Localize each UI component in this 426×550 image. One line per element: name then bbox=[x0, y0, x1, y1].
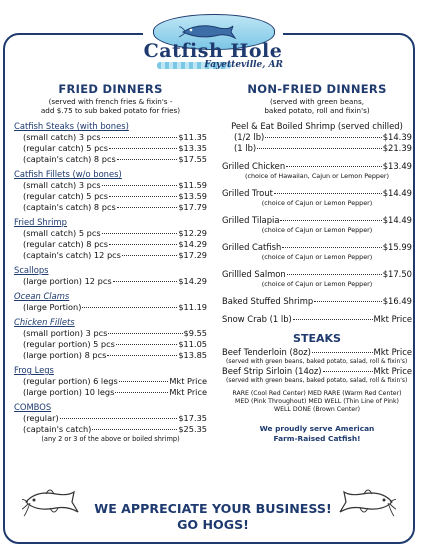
nonfried-subtitle-line: baked potato, roll and fixin's) bbox=[264, 106, 370, 115]
spacer bbox=[222, 289, 412, 296]
menu-item bbox=[222, 366, 412, 377]
menu-item bbox=[14, 413, 207, 424]
category-heading bbox=[14, 217, 207, 228]
item-note: (served with green beans, baked potato, salad, roll & fixin's) bbox=[226, 377, 408, 384]
dot-leader bbox=[116, 344, 177, 345]
dot-leader bbox=[282, 247, 381, 248]
dot-leader bbox=[108, 333, 182, 334]
item-name: Grilled Trout bbox=[222, 188, 273, 198]
dot-leader bbox=[102, 137, 178, 138]
item-name: (captain's catch) 8 pcs bbox=[23, 202, 116, 212]
proud-note bbox=[222, 424, 412, 444]
dot-leader bbox=[323, 371, 373, 372]
proud-line: Farm-Raised Catfish! bbox=[273, 434, 361, 443]
item-name: Peel & Eat Boiled Shrimp (served chilled) bbox=[231, 121, 403, 131]
item-price: $25.35 bbox=[178, 424, 207, 434]
dot-leader bbox=[102, 185, 178, 186]
dot-leader bbox=[109, 196, 177, 197]
spacer bbox=[222, 235, 412, 242]
item-price: Mkt Price bbox=[373, 347, 412, 357]
category-name: Frog Legs bbox=[14, 365, 54, 375]
temp-line: MED (Pink Throughout) MED WELL (Thin Line of Pink) bbox=[235, 398, 399, 405]
menu-item bbox=[14, 202, 207, 213]
menu-item bbox=[14, 228, 207, 239]
item-name: (large portion) 10 legs bbox=[23, 387, 115, 397]
peel-shrimp-title bbox=[222, 121, 412, 132]
item-name: (captain's catch) 8 pcs bbox=[23, 154, 116, 164]
dot-leader bbox=[92, 429, 177, 430]
menu-item bbox=[222, 132, 412, 143]
item-name: (captain's catch) 12 pcs bbox=[23, 250, 121, 260]
category-heading bbox=[14, 265, 207, 276]
item-price: $17.79 bbox=[178, 202, 207, 212]
dot-leader bbox=[107, 355, 177, 356]
item-name: (large portion) 12 pcs bbox=[23, 276, 112, 286]
menu-item bbox=[222, 242, 412, 253]
item-name: (small catch) 5 pcs bbox=[23, 228, 101, 238]
category-name: Fried Shrimp bbox=[14, 217, 67, 227]
dot-leader bbox=[115, 392, 168, 393]
item-name: (regular catch) 5 pcs bbox=[23, 143, 109, 153]
footer-line: GO HOGS! bbox=[177, 517, 249, 532]
logo bbox=[143, 14, 283, 74]
menu-item bbox=[14, 302, 207, 313]
dot-leader bbox=[287, 274, 382, 275]
menu-item bbox=[222, 161, 412, 172]
temp-line: RARE (Cool Red Center) MED RARE (Warm Red Center) bbox=[232, 390, 402, 397]
nonfried-title: NON-FRIED DINNERS bbox=[247, 82, 387, 96]
menu-item bbox=[222, 347, 412, 358]
item-name: (regular catch) 8 pcs bbox=[23, 239, 109, 249]
spacer bbox=[222, 307, 412, 314]
nonfried-subtitle bbox=[222, 97, 412, 115]
item-name: Beef Tenderloin (8oz) bbox=[222, 347, 311, 357]
menu-item bbox=[14, 350, 207, 361]
item-name: (1 lb) bbox=[234, 143, 257, 153]
item-note: (choice of Cajun or Lemon Pepper) bbox=[261, 253, 373, 261]
item-price: $17.35 bbox=[178, 413, 207, 423]
item-name: Grilled Catfish bbox=[222, 242, 282, 252]
menu-item bbox=[14, 143, 207, 154]
steaks-title: STEAKS bbox=[293, 332, 341, 345]
dot-leader bbox=[314, 301, 381, 302]
item-note: (choice of Cajun or Lemon Pepper) bbox=[261, 226, 373, 234]
item-name: Grilled Chicken bbox=[222, 161, 286, 171]
combo-note: (any 2 or 3 of the above or boiled shrimp) bbox=[41, 435, 180, 443]
menu-item bbox=[14, 276, 207, 287]
dot-leader bbox=[117, 159, 178, 160]
item-name: (small portion) 3 pcs bbox=[23, 328, 108, 338]
category-name: Scallops bbox=[14, 265, 49, 275]
category-name: Ocean Clams bbox=[14, 291, 70, 301]
dot-leader bbox=[293, 319, 373, 320]
nonfried-subtitle-line: (served with green beans, bbox=[270, 97, 364, 106]
item-price: $15.99 bbox=[382, 242, 412, 252]
logo-name: Catfish Hole bbox=[143, 40, 283, 62]
fried-title: FRIED DINNERS bbox=[58, 82, 163, 96]
item-price: $11.35 bbox=[178, 132, 207, 142]
item-price: Mkt Price bbox=[373, 366, 412, 376]
menu-item bbox=[222, 296, 412, 307]
menu-item bbox=[14, 328, 207, 339]
item-price: $21.39 bbox=[382, 143, 412, 153]
item-name: (regular portion) 5 pcs bbox=[23, 339, 115, 349]
menu-item bbox=[14, 424, 207, 435]
item-name: Grillled Salmon bbox=[222, 269, 286, 279]
item-price: $16.49 bbox=[382, 296, 412, 306]
dot-leader bbox=[257, 148, 382, 149]
item-name: (1/2 lb) bbox=[234, 132, 265, 142]
item-price: $13.49 bbox=[382, 161, 412, 171]
item-note: (choice of Cajun or Lemon Pepper) bbox=[261, 280, 373, 288]
item-price: $13.59 bbox=[178, 191, 207, 201]
dot-leader bbox=[122, 255, 177, 256]
catfish-logo-icon bbox=[179, 20, 239, 42]
item-price: $17.55 bbox=[178, 154, 207, 164]
catfish-illustration-icon bbox=[332, 480, 396, 524]
dot-leader bbox=[274, 193, 382, 194]
item-name: (regular) bbox=[23, 413, 59, 423]
item-price: $11.59 bbox=[178, 180, 207, 190]
menu-item bbox=[14, 191, 207, 202]
proud-line: We proudly serve American bbox=[259, 424, 375, 433]
item-note: (choice of Cajun or Lemon Pepper) bbox=[261, 199, 373, 207]
dot-leader bbox=[265, 137, 381, 138]
item-price: $13.35 bbox=[178, 143, 207, 153]
menu-item bbox=[222, 269, 412, 280]
category-heading bbox=[14, 291, 207, 302]
item-price: $14.29 bbox=[178, 239, 207, 249]
menu-item bbox=[14, 339, 207, 350]
dot-leader bbox=[82, 307, 177, 308]
menu-item bbox=[14, 376, 207, 387]
dot-leader bbox=[60, 418, 178, 419]
dot-leader bbox=[286, 166, 382, 167]
menu-item bbox=[222, 188, 412, 199]
spacer bbox=[222, 208, 412, 215]
logo-city: Fayetteville, AR bbox=[204, 60, 283, 70]
item-price: $14.39 bbox=[382, 132, 412, 142]
dot-leader bbox=[280, 220, 381, 221]
steak-temperatures bbox=[222, 390, 412, 414]
category-heading bbox=[14, 317, 207, 328]
fried-subtitle-line: add $.75 to sub baked potato for fries) bbox=[40, 106, 181, 115]
menu-item bbox=[14, 250, 207, 261]
item-price: Mkt Price bbox=[373, 314, 412, 324]
spacer bbox=[222, 154, 412, 161]
item-price: $14.29 bbox=[178, 276, 207, 286]
item-note: (choice of Hawaiian, Cajun or Lemon Pepper) bbox=[244, 172, 390, 180]
spacer bbox=[222, 262, 412, 269]
dot-leader bbox=[113, 281, 178, 282]
item-name: (regular portion) 6 legs bbox=[23, 376, 118, 386]
category-heading bbox=[14, 365, 207, 376]
dot-leader bbox=[109, 148, 177, 149]
fried-subtitle bbox=[14, 97, 207, 115]
menu-item bbox=[222, 215, 412, 226]
category-name: Catfish Steaks (with bones) bbox=[14, 121, 129, 131]
catfish-illustration-icon bbox=[22, 480, 86, 524]
category-heading bbox=[14, 402, 207, 413]
item-name: (regular catch) 5 pcs bbox=[23, 191, 109, 201]
item-price: $14.49 bbox=[382, 215, 412, 225]
item-name: (large portion) 8 pcs bbox=[23, 350, 107, 360]
dot-leader bbox=[102, 233, 178, 234]
item-price: $17.29 bbox=[178, 250, 207, 260]
item-price: $11.19 bbox=[178, 302, 207, 312]
category-heading bbox=[14, 121, 207, 132]
category-name: Catfish Fillets (w/o bones) bbox=[14, 169, 122, 179]
footer-line: WE APPRECIATE YOUR BUSINESS! bbox=[94, 501, 332, 516]
spacer bbox=[222, 181, 412, 188]
category-name: COMBOS bbox=[14, 402, 52, 412]
fried-dinners-column bbox=[14, 84, 207, 444]
footer-message bbox=[90, 501, 336, 533]
dot-leader bbox=[119, 381, 169, 382]
item-price: $11.05 bbox=[178, 339, 207, 349]
item-price: $17.50 bbox=[382, 269, 412, 279]
item-name: Grilled Tilapia bbox=[222, 215, 280, 225]
category-name: Chicken Fillets bbox=[14, 317, 75, 327]
item-name: Beef Strip Sirloin (14oz) bbox=[222, 366, 322, 376]
item-name: (small catch) 3 pcs bbox=[23, 180, 101, 190]
menu-item bbox=[14, 387, 207, 398]
dot-leader bbox=[312, 352, 373, 353]
item-price: $9.55 bbox=[183, 328, 207, 338]
fried-subtitle-line: (served with french fries & fixin's - bbox=[48, 97, 173, 106]
category-heading bbox=[14, 169, 207, 180]
menu-item bbox=[14, 154, 207, 165]
dot-leader bbox=[109, 244, 177, 245]
menu-item bbox=[14, 132, 207, 143]
temp-line: WELL DONE (Brown Center) bbox=[273, 406, 361, 413]
nonfried-dinners-column bbox=[222, 84, 412, 444]
item-price: Mkt Price bbox=[169, 387, 207, 397]
menu-item bbox=[222, 143, 412, 154]
item-name: Baked Stuffed Shrimp bbox=[222, 296, 314, 306]
item-note: (served with green beans, baked potato, salad, roll & fixin's) bbox=[226, 358, 408, 365]
menu-item bbox=[14, 180, 207, 191]
item-name: (large Portion) bbox=[23, 302, 82, 312]
item-price: $12.29 bbox=[178, 228, 207, 238]
dot-leader bbox=[117, 207, 178, 208]
item-price: Mkt Price bbox=[169, 376, 207, 386]
item-name: (captain's catch) bbox=[23, 424, 92, 434]
menu-item bbox=[222, 314, 412, 325]
item-name: (small catch) 3 pcs bbox=[23, 132, 101, 142]
item-price: $13.85 bbox=[178, 350, 207, 360]
item-price: $14.49 bbox=[382, 188, 412, 198]
menu-item bbox=[14, 239, 207, 250]
item-name: Snow Crab (1 lb) bbox=[222, 314, 292, 324]
